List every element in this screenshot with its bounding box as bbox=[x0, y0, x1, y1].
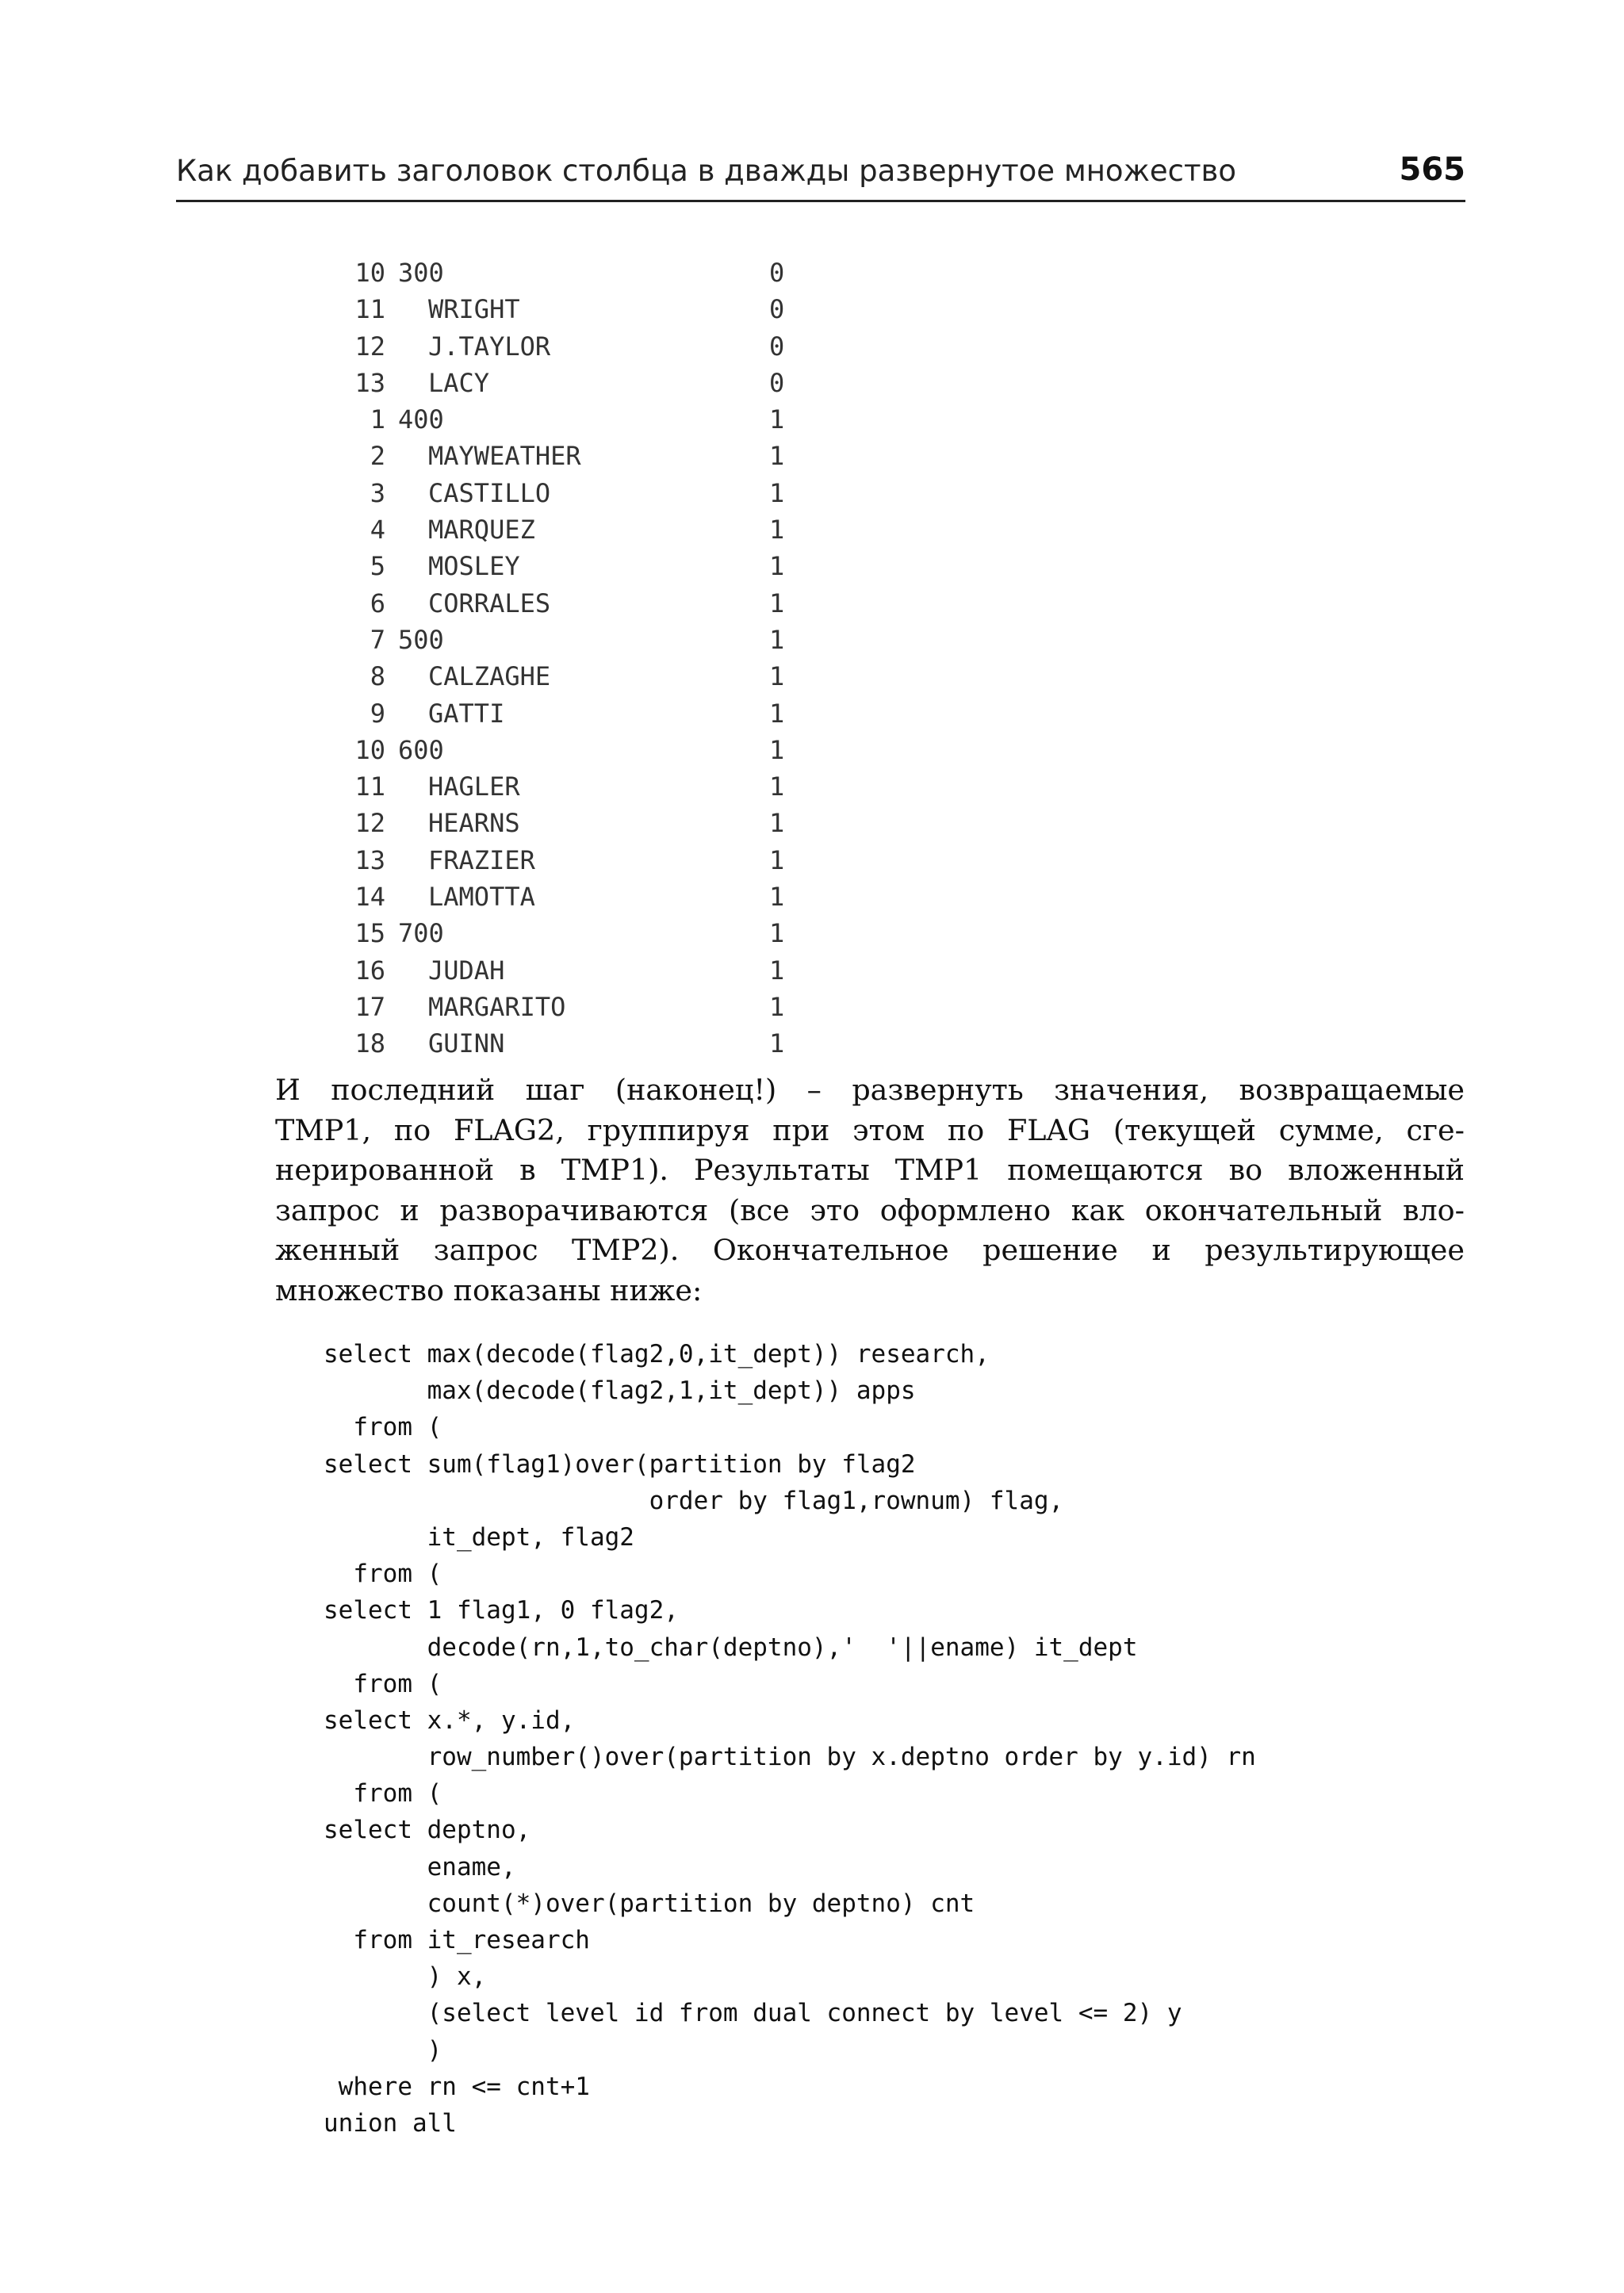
result-row bbox=[347, 328, 823, 365]
paragraph-line: нерированной в TMP1). Результаты TMP1 помещаются во вложенный bbox=[275, 1153, 1465, 1187]
code-line: (select level id from dual connect by level <= 2) y bbox=[324, 1999, 1182, 2028]
code-line: max(decode(flag2,1,it_dept)) apps bbox=[324, 1376, 916, 1406]
row-label: LAMOTTA bbox=[428, 882, 535, 913]
result-row bbox=[347, 548, 823, 584]
code-line: from ( bbox=[324, 1669, 442, 1698]
row-index: 12 bbox=[354, 331, 385, 362]
row-flag-value: 1 bbox=[769, 588, 785, 618]
row-flag-value: 1 bbox=[769, 661, 785, 692]
row-index: 8 bbox=[370, 661, 385, 692]
row-label: CASTILLO bbox=[428, 477, 551, 508]
row-flag-value: 1 bbox=[769, 1028, 785, 1059]
row-flag-value: 1 bbox=[769, 991, 785, 1022]
row-label: GATTI bbox=[428, 698, 505, 729]
running-header bbox=[176, 147, 1465, 202]
row-index: 9 bbox=[370, 698, 385, 729]
paragraph-line: запрос и разворачиваются (все это оформлено как окончательный вло- bbox=[275, 1192, 1465, 1227]
row-label: MARGARITO bbox=[428, 991, 566, 1022]
row-label: CALZAGHE bbox=[428, 661, 551, 692]
code-line: from ( bbox=[324, 1779, 442, 1809]
row-index: 13 bbox=[354, 367, 385, 398]
row-label: 700 bbox=[398, 918, 444, 949]
result-row bbox=[347, 622, 823, 658]
paragraph-line: женный запрос TMP2). Окончательное решение и результирующее bbox=[275, 1233, 1465, 1267]
code-line: from it_research bbox=[324, 1926, 590, 1954]
row-index: 17 bbox=[354, 991, 385, 1022]
code-line: ) x, bbox=[324, 1962, 487, 1992]
row-label: MOSLEY bbox=[428, 551, 520, 582]
code-line: select x.*, y.id, bbox=[324, 1705, 576, 1735]
row-flag-value: 0 bbox=[769, 367, 785, 398]
row-flag-value: 1 bbox=[769, 918, 785, 949]
code-line: from ( bbox=[324, 1413, 442, 1442]
row-flag-value: 1 bbox=[769, 404, 785, 435]
result-row bbox=[347, 511, 823, 548]
result-row bbox=[347, 695, 823, 732]
row-index: 13 bbox=[354, 844, 385, 875]
code-line: select max(decode(flag2,0,it_dept)) research, bbox=[324, 1340, 990, 1369]
result-row bbox=[347, 365, 823, 401]
row-label: 400 bbox=[398, 404, 444, 435]
paragraph-line: TMP1, по FLAG2, группируя при этом по FLAG (текущей сумме, сге- bbox=[275, 1112, 1465, 1147]
row-label: 500 bbox=[398, 624, 444, 655]
row-label: WRIGHT bbox=[428, 294, 520, 325]
body-paragraph bbox=[275, 1070, 1465, 1311]
row-flag-value: 1 bbox=[769, 808, 785, 839]
row-label: J.TAYLOR bbox=[428, 331, 551, 362]
result-row bbox=[347, 915, 823, 951]
row-flag-value: 0 bbox=[769, 258, 785, 288]
row-flag-value: 1 bbox=[769, 515, 785, 545]
query-result-listing bbox=[347, 255, 823, 1062]
row-label: CORRALES bbox=[428, 588, 551, 618]
row-index: 11 bbox=[354, 771, 385, 802]
row-flag-value: 1 bbox=[769, 771, 785, 802]
code-line: count(*)over(partition by deptno) cnt bbox=[324, 1889, 975, 1918]
result-row bbox=[347, 255, 823, 291]
result-row bbox=[347, 879, 823, 915]
result-row bbox=[347, 291, 823, 327]
code-line: where rn <= cnt+1 bbox=[324, 2072, 590, 2101]
row-label: FRAZIER bbox=[428, 844, 535, 875]
row-index: 6 bbox=[370, 588, 385, 618]
paragraph-line: множество показаны ниже: bbox=[275, 1273, 703, 1307]
result-row bbox=[347, 475, 823, 511]
row-flag-value: 1 bbox=[769, 734, 785, 765]
row-label: LACY bbox=[428, 367, 490, 398]
row-index: 3 bbox=[370, 477, 385, 508]
result-row bbox=[347, 658, 823, 695]
row-index: 15 bbox=[354, 918, 385, 949]
result-row bbox=[347, 768, 823, 805]
code-line: row_number()over(partition by x.deptno order by y.id) rn bbox=[324, 1743, 1256, 1772]
row-index: 12 bbox=[354, 808, 385, 839]
row-index: 10 bbox=[354, 258, 385, 288]
code-line: decode(rn,1,to_char(deptno),' '||ename) it_dept bbox=[324, 1633, 1138, 1662]
row-index: 11 bbox=[354, 294, 385, 325]
result-row bbox=[347, 989, 823, 1025]
code-line: it_dept, flag2 bbox=[324, 1522, 634, 1552]
code-line: from ( bbox=[324, 1560, 442, 1589]
result-row bbox=[347, 952, 823, 989]
code-line: select deptno, bbox=[324, 1816, 531, 1845]
row-index: 16 bbox=[354, 955, 385, 986]
code-line: ) bbox=[324, 2035, 442, 2065]
page-number: 565 bbox=[1399, 151, 1465, 188]
result-row bbox=[347, 585, 823, 622]
result-row bbox=[347, 1025, 823, 1062]
row-flag-value: 1 bbox=[769, 551, 785, 582]
code-line: order by flag1,rownum) flag, bbox=[324, 1486, 1064, 1515]
row-flag-value: 1 bbox=[769, 441, 785, 472]
code-line: select sum(flag1)over(partition by flag2 bbox=[324, 1449, 916, 1479]
result-row bbox=[347, 438, 823, 474]
row-index: 10 bbox=[354, 734, 385, 765]
code-line: union all bbox=[324, 2108, 457, 2138]
row-flag-value: 1 bbox=[769, 882, 785, 913]
row-flag-value: 1 bbox=[769, 698, 785, 729]
row-label: MAYWEATHER bbox=[428, 441, 581, 472]
row-flag-value: 0 bbox=[769, 331, 785, 362]
row-index: 7 bbox=[370, 624, 385, 655]
chapter-section-title: Как добавить заголовок столбца в дважды развернутое множество bbox=[176, 154, 1237, 188]
row-flag-value: 1 bbox=[769, 624, 785, 655]
sql-code-listing bbox=[324, 1336, 1256, 2142]
row-index: 4 bbox=[370, 515, 385, 545]
row-flag-value: 0 bbox=[769, 294, 785, 325]
row-label: MARQUEZ bbox=[428, 515, 535, 545]
row-label: 300 bbox=[398, 258, 444, 288]
row-index: 14 bbox=[354, 882, 385, 913]
row-index: 18 bbox=[354, 1028, 385, 1059]
row-index: 2 bbox=[370, 441, 385, 472]
row-index: 5 bbox=[370, 551, 385, 582]
row-label: HAGLER bbox=[428, 771, 520, 802]
result-row bbox=[347, 805, 823, 841]
result-row bbox=[347, 732, 823, 768]
result-row bbox=[347, 401, 823, 438]
row-flag-value: 1 bbox=[769, 844, 785, 875]
row-label: 600 bbox=[398, 734, 444, 765]
row-label: JUDAH bbox=[428, 955, 505, 986]
code-line: ename, bbox=[324, 1852, 516, 1881]
row-flag-value: 1 bbox=[769, 477, 785, 508]
row-label: HEARNS bbox=[428, 808, 520, 839]
paragraph-line: И последний шаг (наконец!) – развернуть значения, возвращаемые bbox=[275, 1073, 1465, 1107]
row-flag-value: 1 bbox=[769, 955, 785, 986]
row-label: GUINN bbox=[428, 1028, 505, 1059]
result-row bbox=[347, 842, 823, 879]
row-index: 1 bbox=[370, 404, 385, 435]
code-line: select 1 flag1, 0 flag2, bbox=[324, 1596, 679, 1625]
